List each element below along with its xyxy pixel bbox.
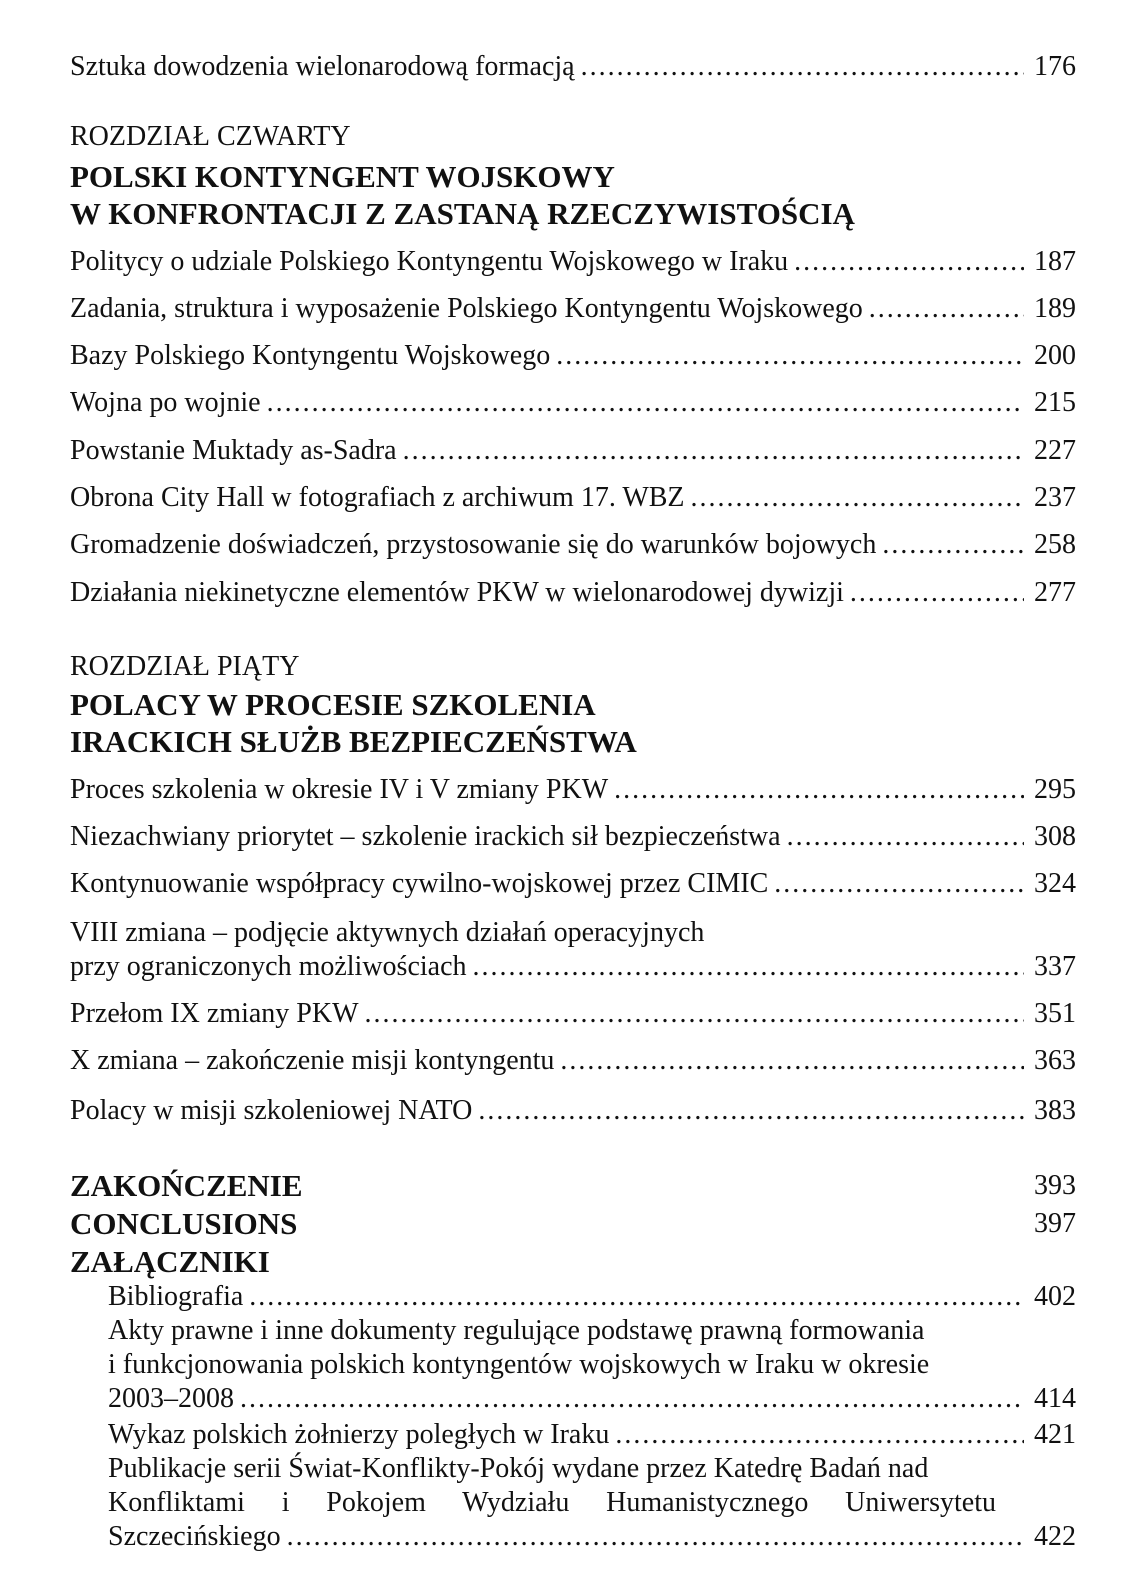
- toc-entry[interactable]: [108, 1452, 1076, 1554]
- toc-entry[interactable]: [70, 1094, 1076, 1128]
- entry-page: 258: [1034, 529, 1076, 560]
- leader-dots: [614, 773, 1024, 807]
- leader-dots: [478, 1094, 1024, 1128]
- entry-title: Sztuka dowodzenia wielonarodową formacją: [70, 51, 575, 82]
- leader-dots: [473, 950, 1024, 984]
- entry-page: 421: [1034, 1419, 1076, 1450]
- toc-entry[interactable]: [70, 386, 1076, 420]
- entry-title: Wojna po wojnie: [70, 387, 261, 418]
- entry-title-line: i funkcjonowania polskich kontyngentów wojskowych w Iraku w okresie: [108, 1349, 930, 1380]
- leader-dots: [787, 820, 1024, 854]
- entry-page: 295: [1034, 774, 1076, 805]
- chapter-label: ROZDZIAŁ PIĄTY: [70, 651, 300, 682]
- toc-entry-zalaczniki[interactable]: [70, 1244, 1076, 1280]
- entry-page: 337: [1034, 951, 1076, 982]
- entry-page: 227: [1034, 435, 1076, 466]
- entry-title: Wykaz polskich żołnierzy poległych w Iraku: [108, 1419, 610, 1450]
- entry-title-line: Konfliktami i Pokojem Wydziału Humanistycznego Uniwersytetu: [108, 1487, 996, 1518]
- leader-dots: [581, 50, 1024, 84]
- toc-entry[interactable]: [70, 528, 1076, 562]
- entry-page: 414: [1034, 1383, 1076, 1414]
- toc-entry[interactable]: [70, 245, 1076, 279]
- entry-title: ZAŁĄCZNIKI: [70, 1244, 270, 1279]
- chapter-title: POLSKI KONTYNGENT WOJSKOWY: [70, 159, 615, 194]
- chapter-title: IRACKICH SŁUŻB BEZPIECZEŃSTWA: [70, 724, 637, 759]
- entry-page: 402: [1034, 1281, 1076, 1312]
- chapter-title: POLACY W PROCESIE SZKOLENIA: [70, 687, 596, 722]
- entry-title: X zmiana – zakończenie misji kontyngentu: [70, 1045, 555, 1076]
- entry-page: 215: [1034, 387, 1076, 418]
- toc-entry[interactable]: [108, 1418, 1076, 1452]
- leader-dots: [287, 1520, 1024, 1554]
- chapter-label: ROZDZIAŁ CZWARTY: [70, 121, 351, 152]
- leader-dots: [869, 292, 1024, 326]
- toc-entry[interactable]: [70, 1044, 1076, 1078]
- entry-page: 176: [1034, 51, 1076, 82]
- leader-dots: [560, 1044, 1024, 1078]
- entry-page: 397: [1034, 1208, 1076, 1239]
- entry-title: Obrona City Hall w fotografiach z archiwum 17. WBZ: [70, 482, 685, 513]
- leader-dots: [556, 339, 1024, 373]
- leader-dots: [850, 576, 1024, 610]
- entry-title: Szczecińskiego: [108, 1521, 281, 1552]
- entry-page: 308: [1034, 821, 1076, 852]
- entry-page: 363: [1034, 1045, 1076, 1076]
- entry-title: przy ograniczonych możliwościach: [70, 951, 467, 982]
- entry-page: 393: [1034, 1170, 1076, 1201]
- leader-dots: [882, 528, 1024, 562]
- entry-title: Kontynuowanie współpracy cywilno-wojskowej przez CIMIC: [70, 868, 769, 899]
- entry-title: Powstanie Muktady as-Sadra: [70, 435, 397, 466]
- toc-entry[interactable]: [108, 1280, 1076, 1314]
- entry-page: 189: [1034, 293, 1076, 324]
- entry-page: 277: [1034, 577, 1076, 608]
- toc-entry[interactable]: [70, 339, 1076, 373]
- toc-entry[interactable]: [70, 867, 1076, 901]
- entry-page: 324: [1034, 868, 1076, 899]
- leader-dots: [691, 481, 1024, 515]
- toc-entry[interactable]: [70, 997, 1076, 1031]
- entry-title: Bibliografia: [108, 1281, 244, 1312]
- toc-entry[interactable]: [108, 1314, 1076, 1416]
- entry-page: 237: [1034, 482, 1076, 513]
- leader-dots: [615, 1418, 1024, 1452]
- entry-page: 422: [1034, 1521, 1076, 1552]
- toc-entry[interactable]: [70, 434, 1076, 468]
- entry-title: Politycy o udziale Polskiego Kontyngentu Wojskowego w Iraku: [70, 246, 789, 277]
- entry-title: Przełom IX zmiany PKW: [70, 998, 359, 1029]
- entry-page: 351: [1034, 998, 1076, 1029]
- entry-title: Polacy w misji szkoleniowej NATO: [70, 1095, 473, 1126]
- toc-entry[interactable]: [70, 481, 1076, 515]
- leader-dots: [365, 997, 1025, 1031]
- entry-title: Proces szkolenia w okresie IV i V zmiany PKW: [70, 774, 609, 805]
- toc-entry-zakonczenie[interactable]: [70, 1168, 1076, 1204]
- entry-title: 2003–2008: [108, 1383, 234, 1414]
- entry-title: CONCLUSIONS: [70, 1206, 298, 1241]
- leader-dots: [403, 434, 1024, 468]
- toc-entry[interactable]: [70, 50, 1076, 84]
- leader-dots: [249, 1280, 1024, 1314]
- toc-entry[interactable]: [70, 292, 1076, 326]
- leader-dots: [267, 386, 1024, 420]
- entry-title-line: VIII zmiana – podjęcie aktywnych działań operacyjnych: [70, 917, 705, 948]
- entry-title: Niezachwiany priorytet – szkolenie irackich sił bezpieczeństwa: [70, 821, 781, 852]
- toc-entry[interactable]: [70, 820, 1076, 854]
- entry-page: 200: [1034, 340, 1076, 371]
- chapter-title: W KONFRONTACJI Z ZASTANĄ RZECZYWISTOŚCIĄ: [70, 196, 855, 231]
- leader-dots: [774, 867, 1024, 901]
- toc-entry[interactable]: [70, 576, 1076, 610]
- entry-title: Bazy Polskiego Kontyngentu Wojskowego: [70, 340, 551, 371]
- entry-page: 383: [1034, 1095, 1076, 1126]
- toc-entry[interactable]: [70, 773, 1076, 807]
- entry-title: Zadania, struktura i wyposażenie Polskiego Kontyngentu Wojskowego: [70, 293, 863, 324]
- entry-page: 187: [1034, 246, 1076, 277]
- entry-title-line: Akty prawne i inne dokumenty regulujące podstawę prawną formowania: [108, 1315, 925, 1346]
- entry-title-line: Publikacje serii Świat-Konflikty-Pokój wydane przez Katedrę Badań nad: [108, 1453, 929, 1484]
- toc-entry-conclusions[interactable]: [70, 1206, 1076, 1242]
- entry-title: ZAKOŃCZENIE: [70, 1168, 303, 1203]
- entry-title: Gromadzenie doświadczeń, przystosowanie się do warunków bojowych: [70, 529, 877, 560]
- leader-dots: [794, 245, 1024, 279]
- toc-entry[interactable]: [70, 916, 1076, 984]
- entry-title: Działania niekinetyczne elementów PKW w wielonarodowej dywizji: [70, 577, 844, 608]
- leader-dots: [240, 1382, 1024, 1416]
